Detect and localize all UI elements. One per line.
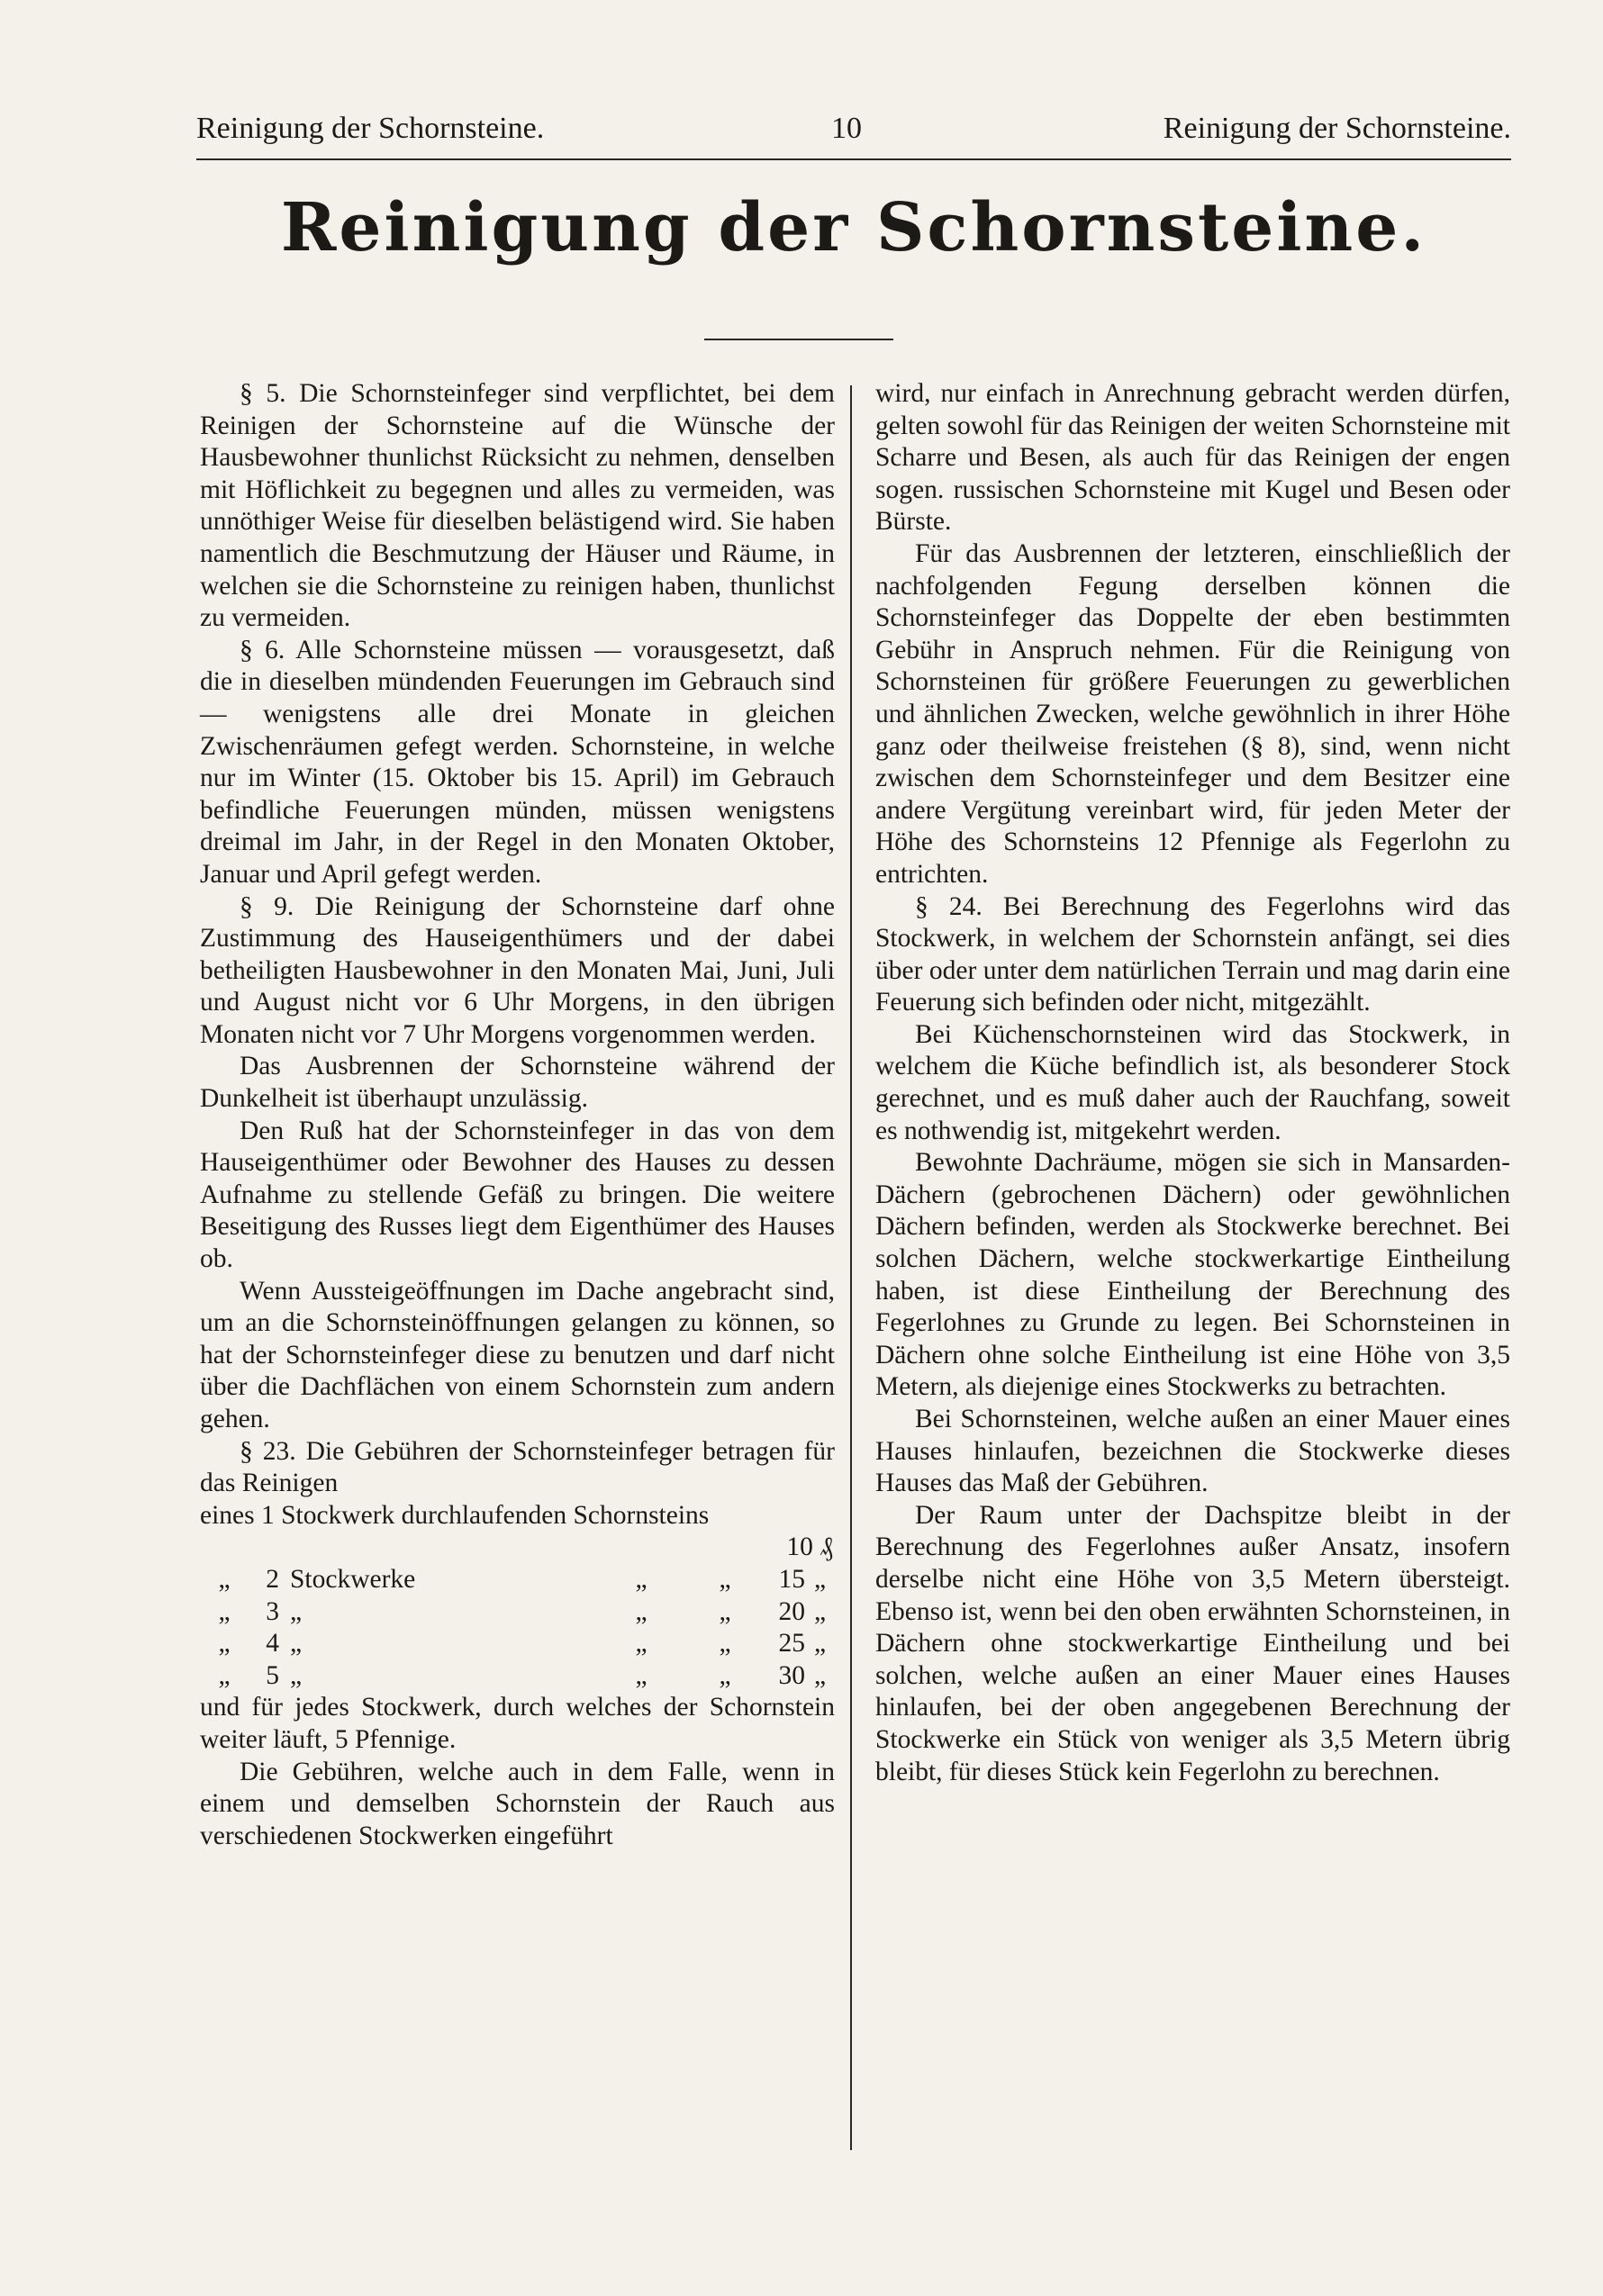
stockwerk-count: 5 (266, 1660, 279, 1690)
paragraph-section-24: § 24. Bei Berechnung des Fegerlohns wird das Stockwerk, in welchem der Schornstein anfängt, sei dies über oder unter dem natürlichen Terrain und mag darin eine Feuerung sich befinden oder nicht, mitgezählt. (875, 891, 1510, 1017)
paragraph-dachspitze: Der Raum unter der Dachspitze bleibt in der Berechnung des Fegerlohnes außer Ansatz, insofern derselbe nicht eine Höhe von 3,5 Metern übersteigt. Ebenso ist, wenn bei den oben erwähnten Schornsteinen, in Dächern ohne stockwerkartige Eintheilung und bei solchen, welche außen an einer Mauer eines Hauses hinlaufen, bei der oben angegebenen Berechnung der Stockwerke ein Stück von weniger als 3,5 Metern übrig bleibt, für dieses Stück kein Fegerlohn zu berechnen. (875, 1500, 1510, 1786)
ditto-mark: „ (719, 1660, 731, 1690)
running-header (196, 106, 1511, 157)
paragraph-russ: Den Ruß hat der Schornsteinfeger in das von dem Hauseigenthümer oder Bewohner des Hauses zu dessen Aufnahme zu stellende Gefäß zu bringen. Die weitere Beseitigung des Russes liegt dem Eigenthümer des Hauses ob. (200, 1116, 835, 1274)
paragraph-kuechenschornsteine: Bei Küchenschornsteinen wird das Stockwerk, in welchem die Küche befindlich ist, als besonderer Stock gerechnet, und es muß daher auch der Rauchfang, soweit es nothwendig ist, mitgekehrt werden. (875, 1019, 1510, 1145)
ditto-mark: „ (719, 1629, 731, 1659)
ditto-mark: „ (635, 1629, 648, 1659)
paragraph-aussteigeoeffnungen: Wenn Aussteigeöffnungen im Dache angebracht sind, um an die Schornsteinöffnungen gelangen zu können, so hat der Schornsteinfeger diese zu benutzen und darf nicht über die Dachflächen von einem Schornstein zum andern gehen. (200, 1276, 835, 1433)
fee-first-amount: 10 ₰ (786, 1532, 833, 1562)
fee-amount: 15 (778, 1564, 805, 1594)
fee-table-row (200, 1660, 835, 1693)
title-rule (704, 339, 893, 340)
ditto-mark: „ (813, 1596, 827, 1626)
fee-table-row (200, 1596, 835, 1629)
ditto-mark: „ (218, 1660, 231, 1690)
ditto-mark: „ (635, 1660, 648, 1690)
paragraph-section-23: § 23. Die Gebühren der Schornsteinfeger betragen für das Reinigen (200, 1436, 835, 1498)
fee-table-row (200, 1628, 835, 1660)
ditto-mark: „ (813, 1660, 827, 1690)
paragraph-dachraeume: Bewohnte Dachräume, mögen sie sich in Mansarden-Dächern (gebrochenen Dächern) oder gewöhnlichen Dächern befinden, werden als Stockwerke berechnet. Bei solchen Dächern, welche stockwerkartige Eintheilung haben, ist diese Eintheilung der Berechnung des Fegerlohnes zu Grunde zu legen. Bei Schornsteinen in Dächern ohne solche Eintheilung ist eine Höhe von 3,5 Metern, als diejenige eines Stockwerks zu betrachten. (875, 1148, 1510, 1402)
paragraph-ausbrennen-letzteren: Für das Ausbrennen der letzteren, einschließlich der nachfolgenden Fegung derselben können die Schornsteinfeger das Doppelte der eben bestimmten Gebühr in Anspruch nehmen. Für die Reinigung von Schornsteinen für größere Feuerungen zu gewerblichen und ähnlichen Zwecken, welche gewöhnlich in ihrer Höhe ganz oder theilweise freistehen (§ 8), sind, wenn nicht zwischen dem Schornsteinfeger und dem Besitzer eine andere Vergütung vereinbart wird, für jeden Meter der Höhe des Schornsteins 12 Pfennige als Fegerlohn zu entrichten. (875, 538, 1510, 889)
paragraph-continuation: wird, nur einfach in Anrechnung gebracht werden dürfen, gelten sowohl für das Reinigen der weiten Schornsteine mit Scharre und Besen, als auch für das Reinigen der engen sogen. russischen Schornsteine mit Kugel und Besen oder Bürste. (875, 379, 1510, 537)
fee-amount: 30 (778, 1660, 805, 1690)
ditto-mark: „ (218, 1596, 231, 1626)
stockwerk-label: Stockwerke (290, 1564, 416, 1594)
paragraph-per-stockwerk: und für jedes Stockwerk, durch welches der Schornstein weiter läuft, 5 Pfennige. (200, 1693, 835, 1754)
ditto-mark: „ (719, 1564, 731, 1594)
stockwerk-label: „ (290, 1596, 303, 1626)
ditto-mark: „ (218, 1564, 231, 1594)
fee-amount: 20 (778, 1596, 805, 1626)
fee-table-row (200, 1564, 835, 1596)
page-title: Reinigung der Schornsteine. (280, 189, 1427, 267)
ditto-mark: „ (813, 1564, 827, 1594)
fee-first-text: eines 1 Stockwerk durchlaufenden Schornsteins (200, 1500, 710, 1530)
fee-table-first-row (200, 1500, 835, 1564)
stockwerk-label: „ (290, 1660, 303, 1690)
ditto-mark: „ (635, 1564, 648, 1594)
paragraph-section-6: § 6. Alle Schornsteine müssen — vorausgesetzt, daß die in dieselben mündenden Feuerungen im Gebrauch sind — wenigstens alle drei Monate in gleichen Zwischenräumen gefegt werden. Schornsteine, in welche nur im Winter (15. Oktober bis 15. April) im Gebrauch befindliche Feuerungen münden, müssen wenigstens dreimal im Jahr, in der Regel in den Monaten Oktober, Januar und April gefegt werden. (200, 635, 835, 889)
header-right-title: Reinigung der Schornsteine. (1163, 112, 1511, 145)
page-number: 10 (831, 112, 862, 145)
paragraph-ausbrennen: Das Ausbrennen der Schornsteine während der Dunkelheit ist überhaupt unzulässig. (200, 1052, 835, 1114)
stockwerk-count: 3 (266, 1596, 279, 1626)
ditto-mark: „ (218, 1629, 231, 1659)
paragraph-gebuehren: Die Gebühren, welche auch in dem Falle, wenn in einem und demselben Schornstein der Rauch aus verschiedenen Stockwerken eingeführt (200, 1757, 835, 1850)
paragraph-section-9: § 9. Die Reinigung der Schornsteine darf ohne Zustimmung des Hauseigenthümers und der dabei betheiligten Hausbewohner in den Monaten Mai, Juni, Juli und August nicht vor 6 Uhr Morgens, in den übrigen Monaten nicht vor 7 Uhr Morgens vorgenommen werden. (200, 891, 835, 1049)
ditto-mark: „ (635, 1596, 648, 1626)
header-left-title: Reinigung der Schornsteine. (196, 112, 545, 145)
fee-amount: 25 (778, 1629, 805, 1659)
paragraph-section-5: § 5. Die Schornsteinfeger sind verpflichtet, bei dem Reinigen der Schornsteine auf die Wünsche der Hausbewohner thunlichst Rücksicht zu nehmen, denselben mit Höflichkeit zu begegnen und alles zu vermeiden, was unnöthiger Weise für dieselben belästigend wird. Sie haben namentlich die Beschmutzung der Häuser und Räume, in welchen sie die Schornsteine zu reinigen haben, thunlichst zu vermeiden. (200, 379, 835, 633)
stockwerk-label: „ (290, 1629, 303, 1659)
column-divider (850, 385, 852, 2150)
right-column (875, 378, 1510, 1788)
ditto-mark: „ (813, 1629, 827, 1659)
ditto-mark: „ (719, 1596, 731, 1626)
header-rule (196, 158, 1511, 160)
stockwerk-count: 4 (266, 1629, 279, 1659)
stockwerk-count: 2 (266, 1564, 279, 1594)
paragraph-aussen-mauer: Bei Schornsteinen, welche außen an einer Mauer eines Hauses hinlaufen, bezeichnen die Stockwerke dieses Hauses das Maß der Gebühren. (875, 1405, 1510, 1498)
left-column (200, 378, 835, 1852)
fee-table (200, 1564, 835, 1692)
